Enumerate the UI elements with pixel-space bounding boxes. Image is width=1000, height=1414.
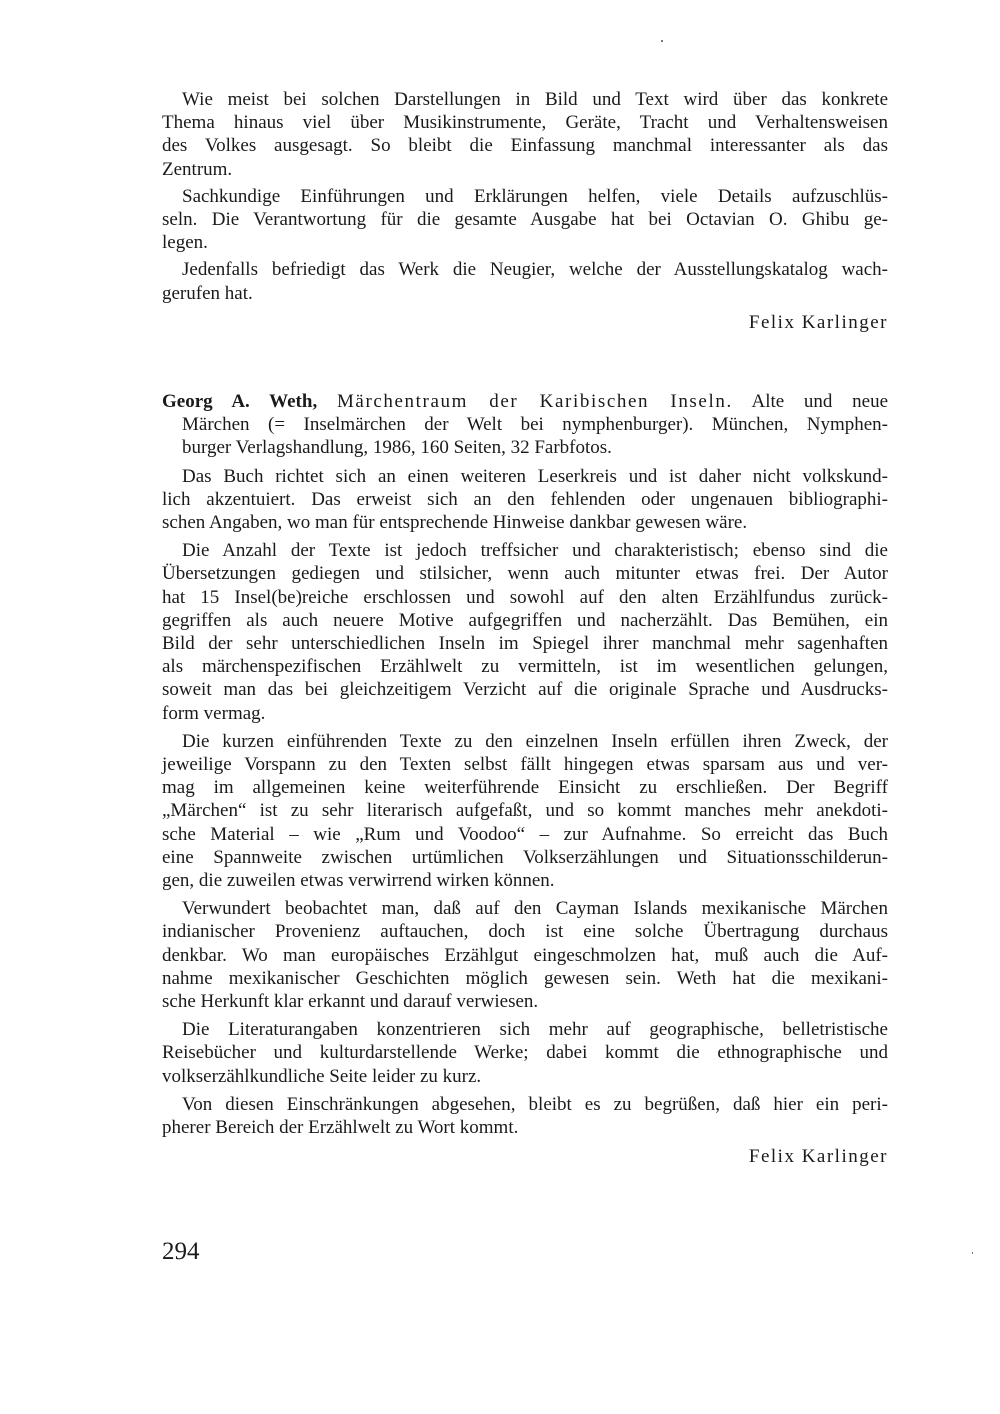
text-line: Wie meist bei solchen Darstellungen in Bild und Text wird über das konkrete bbox=[182, 89, 888, 110]
text-line: „Märchen“ ist zu sehr literarisch aufgefaßt, und so kommt manches mehr anekdoti- bbox=[162, 800, 888, 822]
text-line: Thema hinaus viel über Musikinstrumente, Geräte, Tracht und Verhaltensweisen bbox=[162, 112, 888, 134]
book-subtitle: Alte und neue bbox=[751, 391, 889, 412]
bibliographic-header bbox=[162, 390, 888, 460]
text-line: jeweilige Vorspann zu den Texten selbst fällt hingegen etwas sparsam aus und ver- bbox=[162, 754, 888, 776]
paragraph bbox=[162, 258, 888, 304]
book-title: Märchentraum der Karibischen Inseln. bbox=[336, 391, 733, 412]
bibliographic-line: Märchen (= Inselmärchen der Welt bei nymphenburger). München, Nymphen- bbox=[182, 414, 888, 436]
paragraph bbox=[162, 1093, 888, 1139]
paragraph bbox=[162, 465, 888, 535]
text-line: Sachkundige Einführungen und Erklärungen helfen, viele Details aufzuschlüs- bbox=[182, 185, 888, 207]
text-line: Die Literaturangaben konzentrieren sich mehr auf geographische, belletristische bbox=[182, 1019, 888, 1041]
text-line: des Volkes ausgesagt. So bleibt die Einfassung manchmal interessanter als das bbox=[162, 135, 888, 157]
paragraph bbox=[162, 88, 888, 181]
text-line: schen Angaben, wo man für entsprechende Hinweise dankbar gewesen wäre. bbox=[162, 512, 748, 534]
text-line: als märchenspezifischen Erzählwelt zu vermitteln, ist im wesentlichen gelungen, bbox=[162, 656, 888, 678]
text-line: sche Herkunft klar erkannt und darauf verwiesen. bbox=[162, 991, 539, 1013]
text-line: Die Anzahl der Texte ist jedoch treffsicher und charakteristisch; ebenso sind die bbox=[182, 540, 888, 562]
paragraph bbox=[162, 539, 888, 725]
text-line: Von diesen Einschränkungen abgesehen, bleibt es zu begrüßen, daß hier ein peri- bbox=[182, 1093, 888, 1115]
text-line: gerufen hat. bbox=[162, 282, 253, 304]
text-line: legen. bbox=[162, 232, 208, 254]
text-line: Das Buch richtet sich an einen weiteren Leserkreis und ist daher nicht volkskund- bbox=[182, 465, 888, 487]
text-line: gegriffen als auch neuere Motive aufgegriffen und nacherzählt. Das Bemühen, ein bbox=[162, 609, 888, 631]
text-line: Übersetzungen gediegen und stilsicher, wenn auch mitunter etwas frei. Der Autor bbox=[162, 563, 888, 585]
book-author: Georg A. Weth, bbox=[162, 391, 318, 412]
text-line: soweit man das bei gleichzeitigem Verzicht auf die originale Sprache und Ausdrucks- bbox=[162, 679, 888, 701]
text-line: nahme mexikanischer Geschichten möglich gewesen sein. Weth hat die mexikani- bbox=[162, 967, 888, 989]
text-line: denkbar. Wo man europäisches Erzählgut eingeschmolzen hat, muß auch die Auf- bbox=[162, 944, 888, 966]
paragraph bbox=[162, 730, 888, 892]
text-line: hat 15 Insel(be)reiche erschlossen und sowohl auf den alten Erzählfundus zurück- bbox=[162, 586, 888, 608]
review-body bbox=[162, 465, 888, 1140]
review-continuation bbox=[162, 88, 888, 334]
text-line: Zentrum. bbox=[162, 158, 233, 180]
review-weth bbox=[162, 390, 888, 1169]
text-line: Die kurzen einführenden Texte zu den einzelnen Inseln erfüllen ihren Zweck, der bbox=[182, 730, 888, 752]
text-line: indianischer Provenienz auftauchen, doch ist eine solche Übertragung durchaus bbox=[162, 921, 888, 943]
review-body bbox=[162, 88, 888, 305]
paragraph bbox=[162, 1018, 888, 1088]
bibliographic-line: burger Verlagshandlung, 1986, 160 Seiten, 32 Farbfotos. bbox=[182, 437, 612, 459]
paragraph bbox=[162, 185, 888, 255]
scan-speck bbox=[661, 40, 663, 42]
text-line: seln. Die Verantwortung für die gesamte Ausgabe hat bei Octavian O. Ghibu ge- bbox=[162, 209, 888, 231]
page-number: 294 bbox=[162, 1238, 200, 1265]
text-line: mag im allgemeinen keine weiterführende Einsicht zu erschließen. Der Begriff bbox=[162, 777, 888, 799]
reviewer-signature: Felix Karlinger bbox=[748, 1146, 888, 1168]
text-line: Reisebücher und kulturdarstellende Werke; dabei kommt die ethnographische und bbox=[162, 1042, 888, 1064]
text-line: lich akzentuiert. Das erweist sich an den fehlenden oder ungenauen bibliographi- bbox=[162, 488, 888, 510]
text-line: pherer Bereich der Erzählwelt zu Wort kommt. bbox=[162, 1117, 519, 1139]
text-line: Jedenfalls befriedigt das Werk die Neugier, welche der Ausstellungskatalog wach- bbox=[182, 259, 888, 281]
text-line: gen, die zuweilen etwas verwirrend wirken können. bbox=[162, 870, 555, 892]
text-line: form vermag. bbox=[162, 702, 266, 724]
text-line: sche Material – wie „Rum und Voodoo“ – zur Aufnahme. So erreicht das Buch bbox=[162, 823, 888, 845]
reviewer-signature: Felix Karlinger bbox=[748, 311, 888, 333]
text-line: Bild der sehr unterschiedlichen Inseln im Spiegel ihrer manchmal mehr sagenhaften bbox=[162, 633, 888, 655]
paragraph bbox=[162, 897, 888, 1013]
text-line: volkserzählkundliche Seite leider zu kurz. bbox=[162, 1065, 482, 1087]
text-line: Verwundert beobachtet man, daß auf den Cayman Islands mexikanische Märchen bbox=[182, 898, 888, 920]
scan-speck bbox=[972, 1252, 973, 1254]
text-line: eine Spannweite zwischen urtümlichen Volkserzählungen und Situationsschilderun- bbox=[162, 846, 888, 868]
